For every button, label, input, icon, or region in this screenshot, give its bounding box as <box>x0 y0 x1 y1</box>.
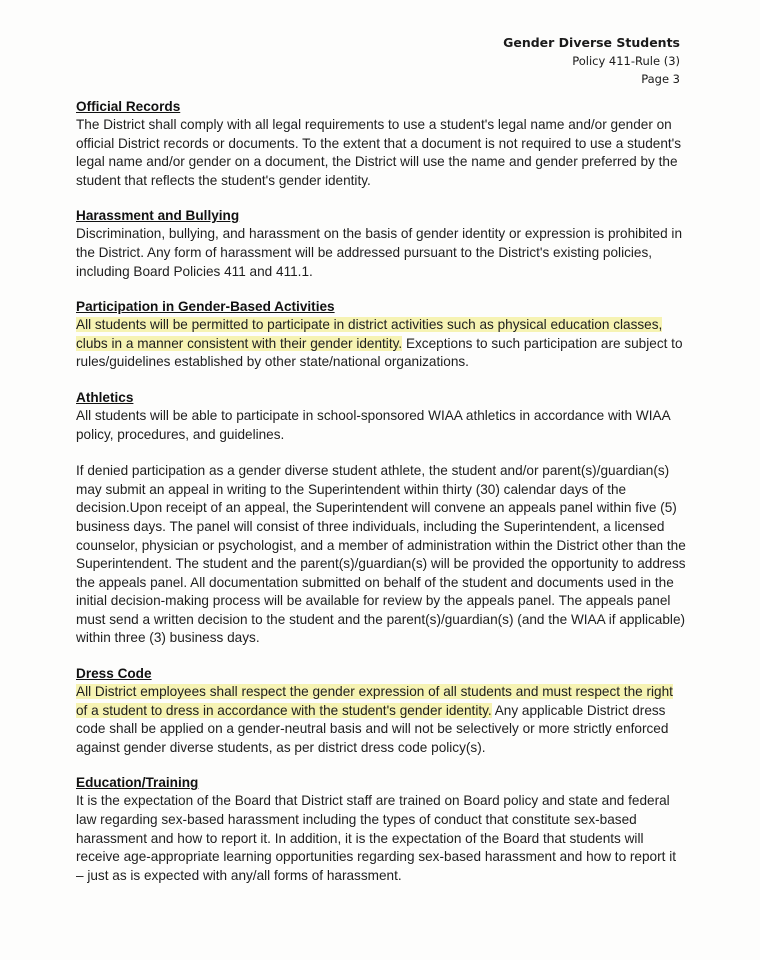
section-paragraph: Discrimination, bullying, and harassment on the basis of gender identity or expression is prohibited in the District. Any form of harassment will be addressed pursuant to the District's existing policies, including Board Policies 411 and 411.1. <box>76 226 683 279</box>
section-heading: Participation in Gender-Based Activities <box>76 299 335 315</box>
header-page-number: Page 3 <box>641 72 680 86</box>
section-official-records <box>76 98 686 190</box>
header-policy: Policy 411-Rule (3) <box>572 54 680 68</box>
section-athletics <box>76 389 686 648</box>
section-harassment-bullying <box>76 207 686 281</box>
section-heading: Athletics <box>76 389 134 405</box>
paragraph-text: Any applicable District dress code shall be applied on a gender-neutral basis and will not be selectively or more strictly enforced against gender diverse students, as per district dress code policy(s). <box>76 702 669 755</box>
section-paragraph: If denied participation as a gender diverse student athlete, the student and/or parent(s)/guardian(s) may submit an appeal in writing to the Superintendent within thirty (30) calendar days of the decision.Upon receipt of an appeal, the Superintendent will convene an appeals panel within five (5) business days. The panel will consist of three individuals, including the Superintendent, a licensed counselor, physician or psychologist, and a member of administration within the District other than the Superintendent. The student and the parent(s)/guardian(s) will be provided the opportunity to address the appeals panel. All documentation submitted on behalf of the student and documents used in the initial decision-making process will be available for review by the appeals panel. The appeals panel must send a written decision to the student and the parent(s)/guardian(s) (and the WIAA if applicable) within three (3) business days. <box>76 463 686 646</box>
section-heading: Education/Training <box>76 775 199 791</box>
section-dress-code <box>76 665 686 757</box>
highlighted-text: All students will be permitted to participate in district activities such as physical education classes, clubs in a manner consistent with their gender identity. <box>76 317 663 351</box>
section-heading: Official Records <box>76 99 181 114</box>
section-paragraph: It is the expectation of the Board that District staff are trained on Board policy and state and federal law regarding sex-based harassment including the types of conduct that constitute sex-based harassment and how to report it. In addition, it is the expectation of the Board that students will receive age-appropriate learning opportunities regarding sex-based harassment and how to report it – just as is expected with any/all forms of harassment. <box>76 793 676 883</box>
section-participation <box>76 298 686 372</box>
page-header <box>503 34 680 88</box>
section-paragraph <box>76 316 686 372</box>
section-education-training <box>76 774 686 885</box>
section-heading: Dress Code <box>76 666 152 682</box>
section-paragraph <box>76 683 686 757</box>
section-paragraph: The District shall comply with all legal requirements to use a student's legal name and/or gender on official District records or documents. To the extent that a document is not required to use a student's legal name and/or gender on a document, the District will use the name and gender preferred by the student that reflects the student's gender identity. <box>76 117 682 188</box>
document-body <box>76 98 686 902</box>
highlighted-text: All District employees shall respect the gender expression of all students and must respect the right of a student to dress in accordance with the student's gender identity. <box>76 684 673 718</box>
header-title: Gender Diverse Students <box>503 35 680 50</box>
section-paragraph: All students will be able to participate in school-sponsored WIAA athletics in accordance with WIAA policy, procedures, and guidelines. <box>76 407 670 442</box>
paragraph-text: Exceptions to such participation are subject to rules/guidelines established by other state/national organizations. <box>76 335 683 370</box>
section-heading: Harassment and Bullying <box>76 208 240 224</box>
